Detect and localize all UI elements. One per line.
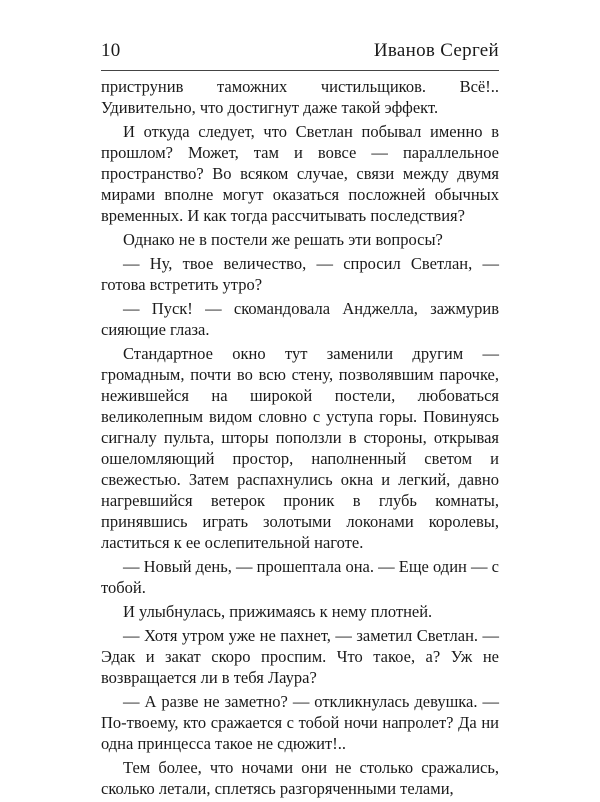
paragraph: приструнив таможних чистильщиков. Всё!.. Удивительно, что достигнут даже такой эффект.	[101, 77, 499, 117]
running-header-author: Иванов Сергей	[373, 40, 499, 61]
paragraph: — Новый день, — прошептала она. — Еще один — с тобой.	[101, 557, 499, 597]
paragraph: — Ну, твое величество, — спросил Светлан, — готова встретить утро?	[101, 254, 499, 294]
paragraph: Тем более, что ночами они не столько сражались, сколько летали, сплетясь разгоряченными телами,	[101, 758, 499, 798]
paragraph: — Хотя утром уже не пахнет, — заметил Светлан. — Эдак и закат скоро проспим. Что такое, а? Уж не возвращается ли в тебя Лаура?	[101, 626, 499, 687]
header-divider	[101, 70, 499, 71]
paragraph: И откуда следует, что Светлан побывал именно в прошлом? Может, там и вовсе — параллельное пространство? Во всяком случае, связи между двумя мирами вполне могут оказаться посложней обычных временных. И как тогда рассчитывать последствия?	[101, 122, 499, 225]
body-text	[101, 76, 499, 802]
paragraph: — Пуск! — скомандовала Анджелла, зажмурив сияющие глаза.	[101, 299, 499, 339]
paragraph: Однако не в постели же решать эти вопросы?	[123, 230, 443, 249]
running-header	[101, 40, 499, 70]
paragraph: — А разве не заметно? — откликнулась девушка. — По-твоему, кто сражается с тобой ночи напролет? Да ни одна принцесса такое не сдюжит!..	[101, 692, 499, 753]
paragraph: И улыбнулась, прижимаясь к нему плотней.	[123, 602, 433, 621]
page-number: 10	[101, 40, 121, 61]
paragraph: Стандартное окно тут заменили другим — громадным, почти во всю стену, позволявшим парочке, нежившейся на широкой постели, любоваться великолепным видом словно с уступа горы. Повинуясь сигналу пульта, шторы поползли в стороны, открывая ошеломляющий простор, наполненный светом и свежестью. Затем распахнулись окна и легкий, давно нагревшийся ветерок проник в глубь комнаты, принявшись играть золотыми локонами королевы, ластиться к ее ослепительной наготе.	[101, 344, 499, 552]
